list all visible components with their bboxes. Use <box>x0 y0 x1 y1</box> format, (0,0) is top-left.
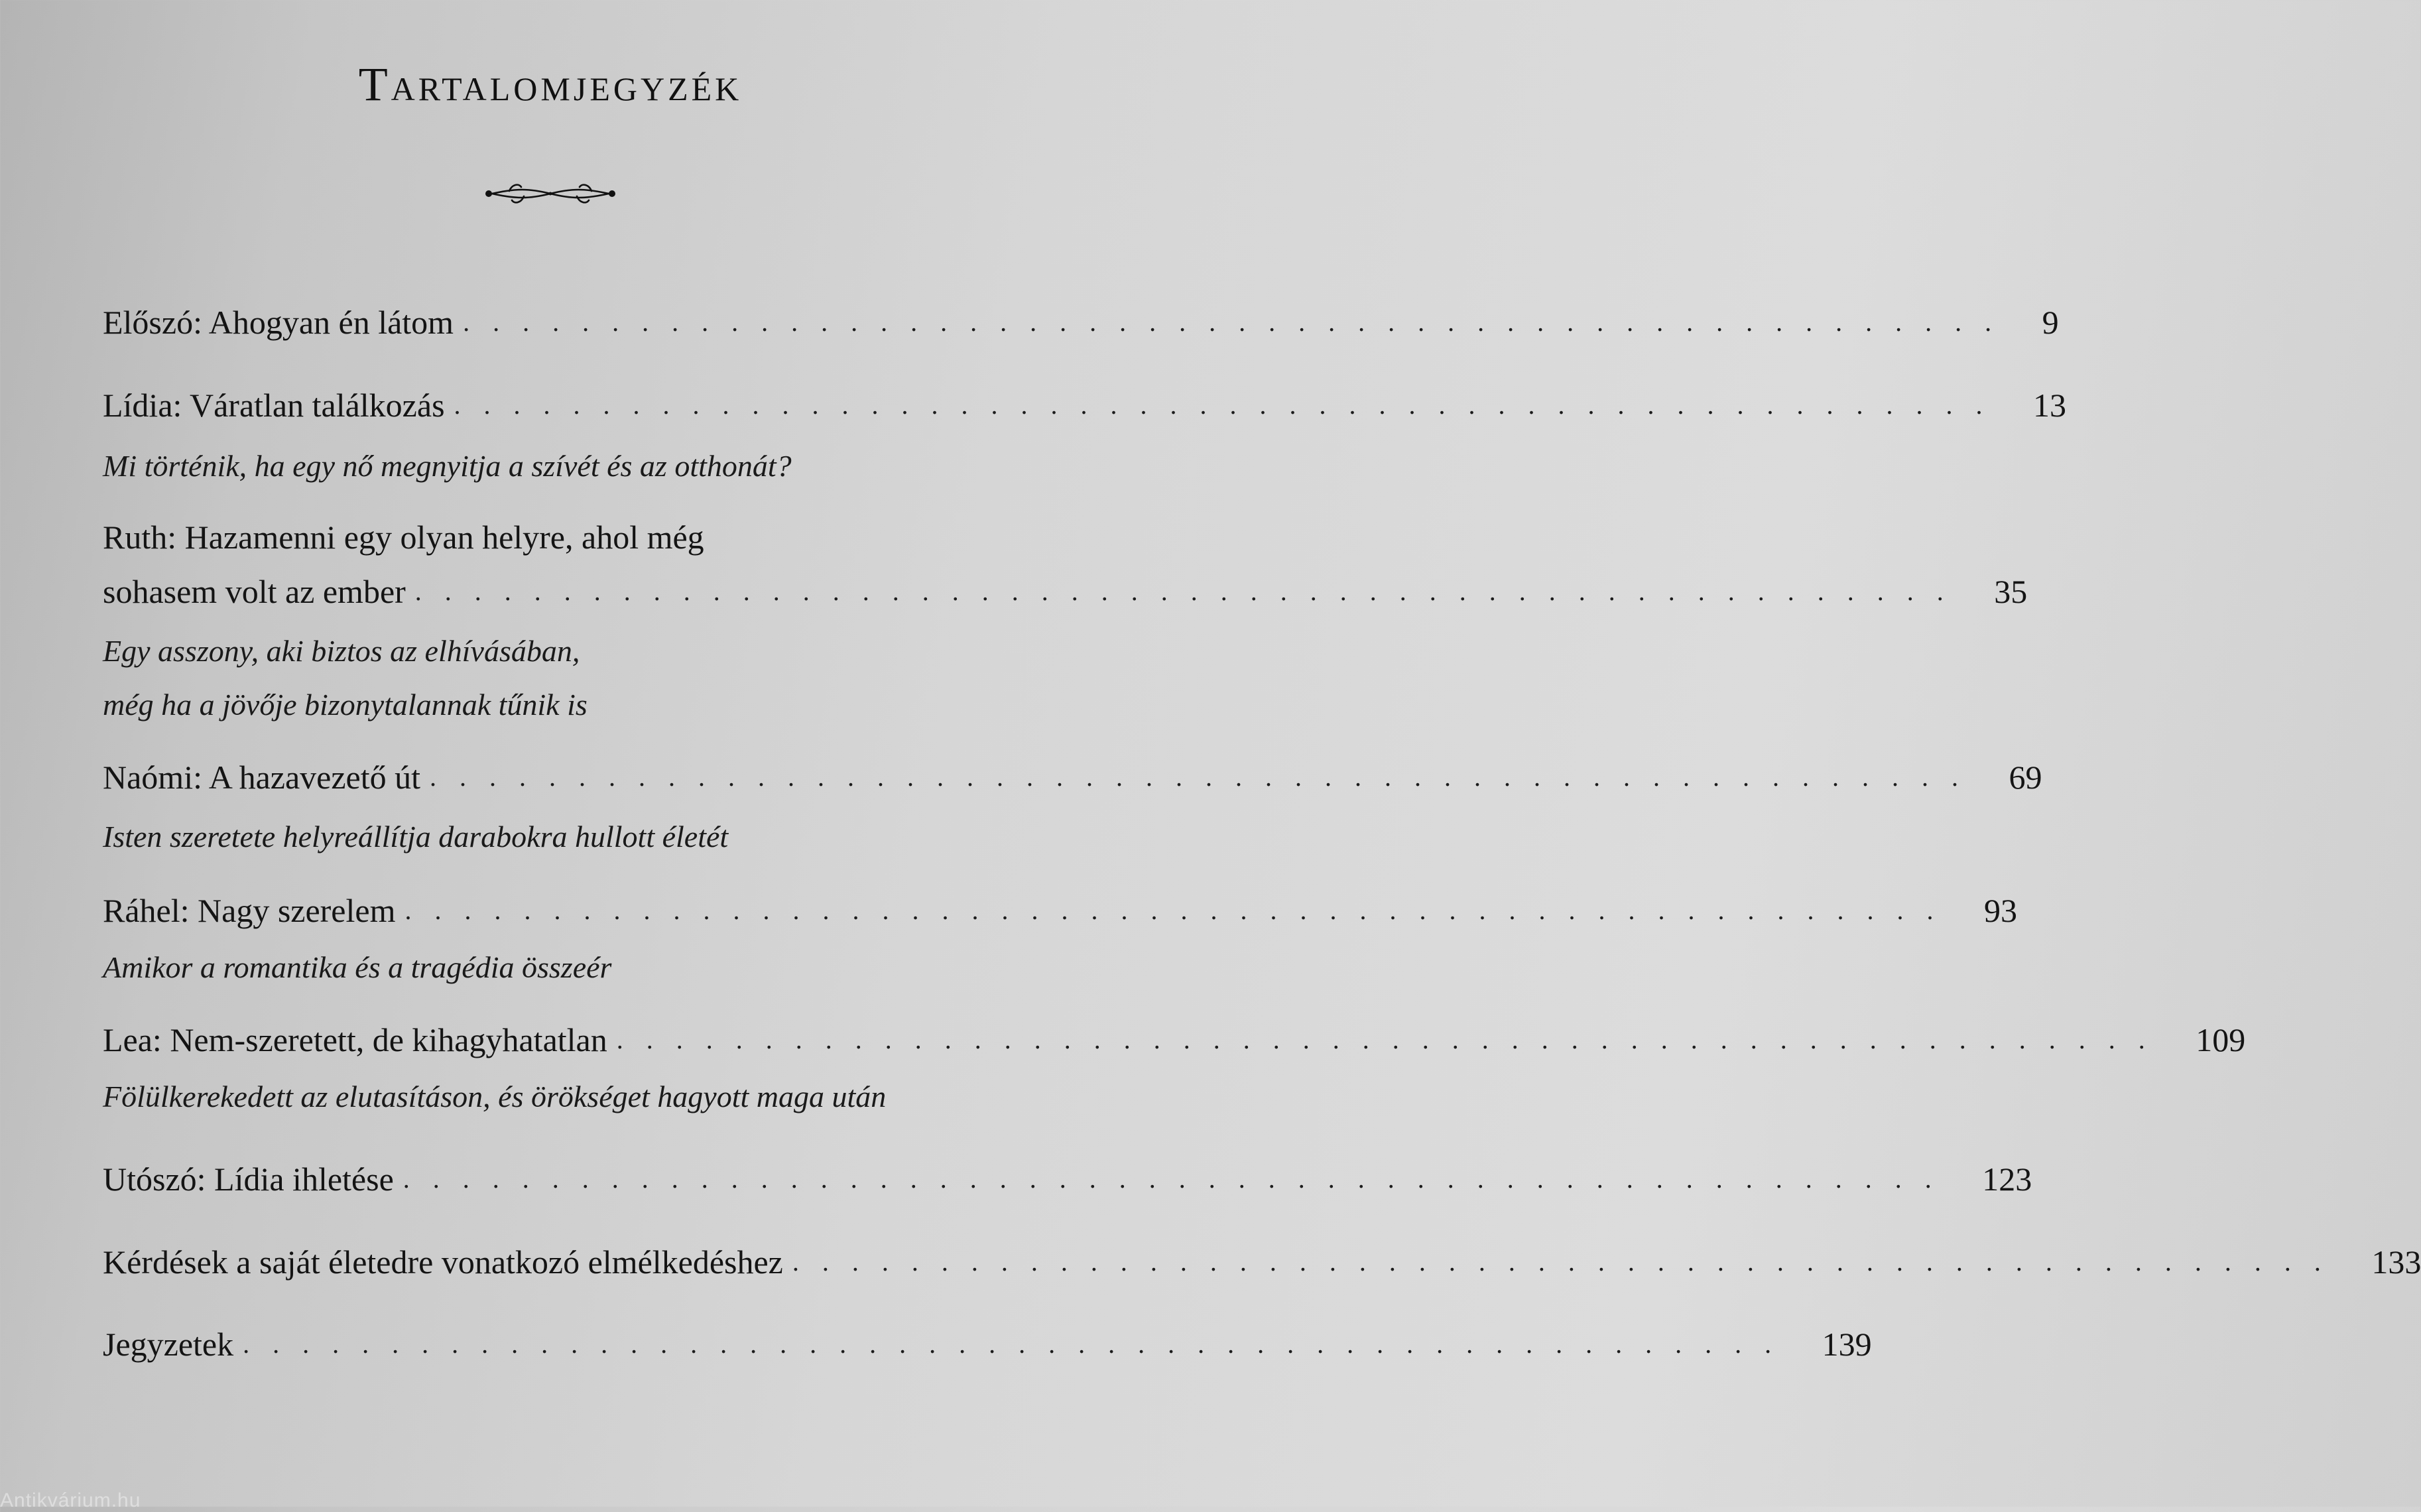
toc-entry-subtitle: Isten szeretete helyreállítja darabokra hullott életét <box>103 820 729 853</box>
toc-page-number: 35 <box>1994 573 2028 610</box>
dot-leader: . . . . . . . . . . . . . . . . . . . . . . . . . . . . . . . . . . . . . . . . . . . . . . . . . . . . <box>414 576 1952 606</box>
toc-entry[interactable] <box>103 887 2017 934</box>
dot-leader: . . . . . . . . . . . . . . . . . . . . . . . . . . . . . . . . . . . . . . . . . . . . . . . . . . . . <box>403 1164 1940 1194</box>
toc-entry-title: Kérdések a saját életedre vonatkozó elmélkedéshez <box>103 1243 783 1281</box>
toc-entry-title: Lídia: Váratlan találkozás <box>103 387 445 424</box>
toc-entry-title: Jegyzetek <box>103 1326 234 1363</box>
toc-page-number: 133 <box>2371 1243 2421 1281</box>
toc-entry[interactable] <box>103 753 2042 801</box>
dot-leader: . . . . . . . . . . . . . . . . . . . . . . . . . . . . . . . . . . . . . . . . . . . . . . . . . . . . <box>243 1329 1780 1359</box>
toc-entry-title: sohasem volt az ember <box>103 573 406 610</box>
toc-page-number: 93 <box>1983 892 2017 929</box>
dot-leader: . . . . . . . . . . . . . . . . . . . . . . . . . . . . . . . . . . . . . . . . . . . . . . . . . . . . <box>404 895 1942 925</box>
dot-leader: . . . . . . . . . . . . . . . . . . . . . . . . . . . . . . . . . . . . . . . . . . . . . . . . . . . . <box>430 762 1967 792</box>
toc-page-number: 139 <box>1822 1326 1872 1363</box>
toc-entry-title-line: Ruth: Hazamenni egy olyan helyre, ahol még <box>103 519 704 556</box>
toc-entry[interactable] <box>103 1016 2246 1064</box>
toc-entry-subtitle: Mi történik, ha egy nő megnyitja a szívét és az otthonát? <box>103 449 792 483</box>
toc-page-number: 13 <box>2033 387 2067 424</box>
page-title: Tartalomjegyzék <box>358 58 743 111</box>
dot-leader: . . . . . . . . . . . . . . . . . . . . . . . . . . . . . . . . . . . . . . . . . . . . . . . . . . . . <box>616 1025 2154 1054</box>
toc-entry[interactable] <box>103 381 2067 429</box>
dot-leader: . . . . . . . . . . . . . . . . . . . . . . . . . . . . . . . . . . . . . . . . . . . . . . . . . . . . <box>454 390 1991 420</box>
toc-entry[interactable] <box>103 568 2028 615</box>
toc-entry[interactable] <box>103 1155 2032 1203</box>
toc-entry-title: Utószó: Lídia ihletése <box>103 1161 394 1198</box>
watermark-text: Antikvárium.hu <box>0 1489 141 1511</box>
toc-entry-subtitle: Egy asszony, aki biztos az elhívásában, <box>103 634 580 668</box>
toc-entry[interactable] <box>103 1238 2421 1286</box>
toc-entry-subtitle: Amikor a romantika és a tragédia összeér <box>103 950 612 984</box>
toc-entry-title: Lea: Nem-szeretett, de kihagyhatatlan <box>103 1021 607 1058</box>
scroll-vine-ornament-icon <box>483 174 618 214</box>
toc-entry-subtitle: még ha a jövője bizonytalannak tűnik is <box>103 688 588 722</box>
toc-page-number: 123 <box>1982 1161 2032 1198</box>
toc-entry-title: Naómi: A hazavezető út <box>103 759 421 796</box>
toc-page-number: 69 <box>2009 759 2042 796</box>
dot-leader: . . . . . . . . . . . . . . . . . . . . . . . . . . . . . . . . . . . . . . . . . . . . . . . . . . . . <box>463 307 2000 337</box>
toc-page-number: 109 <box>2196 1021 2246 1058</box>
toc-entry[interactable] <box>103 1320 1872 1368</box>
toc-entry[interactable] <box>103 298 2059 346</box>
toc-entry-title: Előszó: Ahogyan én látom <box>103 304 454 341</box>
toc-entry-title: Ráhel: Nagy szerelem <box>103 892 396 929</box>
toc-entry-subtitle: Fölülkerekedett az elutasításon, és örökséget hagyott maga után <box>103 1080 887 1113</box>
toc-page-number: 9 <box>2042 304 2059 341</box>
dot-leader: . . . . . . . . . . . . . . . . . . . . . . . . . . . . . . . . . . . . . . . . . . . . . . . . . . . . <box>792 1247 2329 1277</box>
